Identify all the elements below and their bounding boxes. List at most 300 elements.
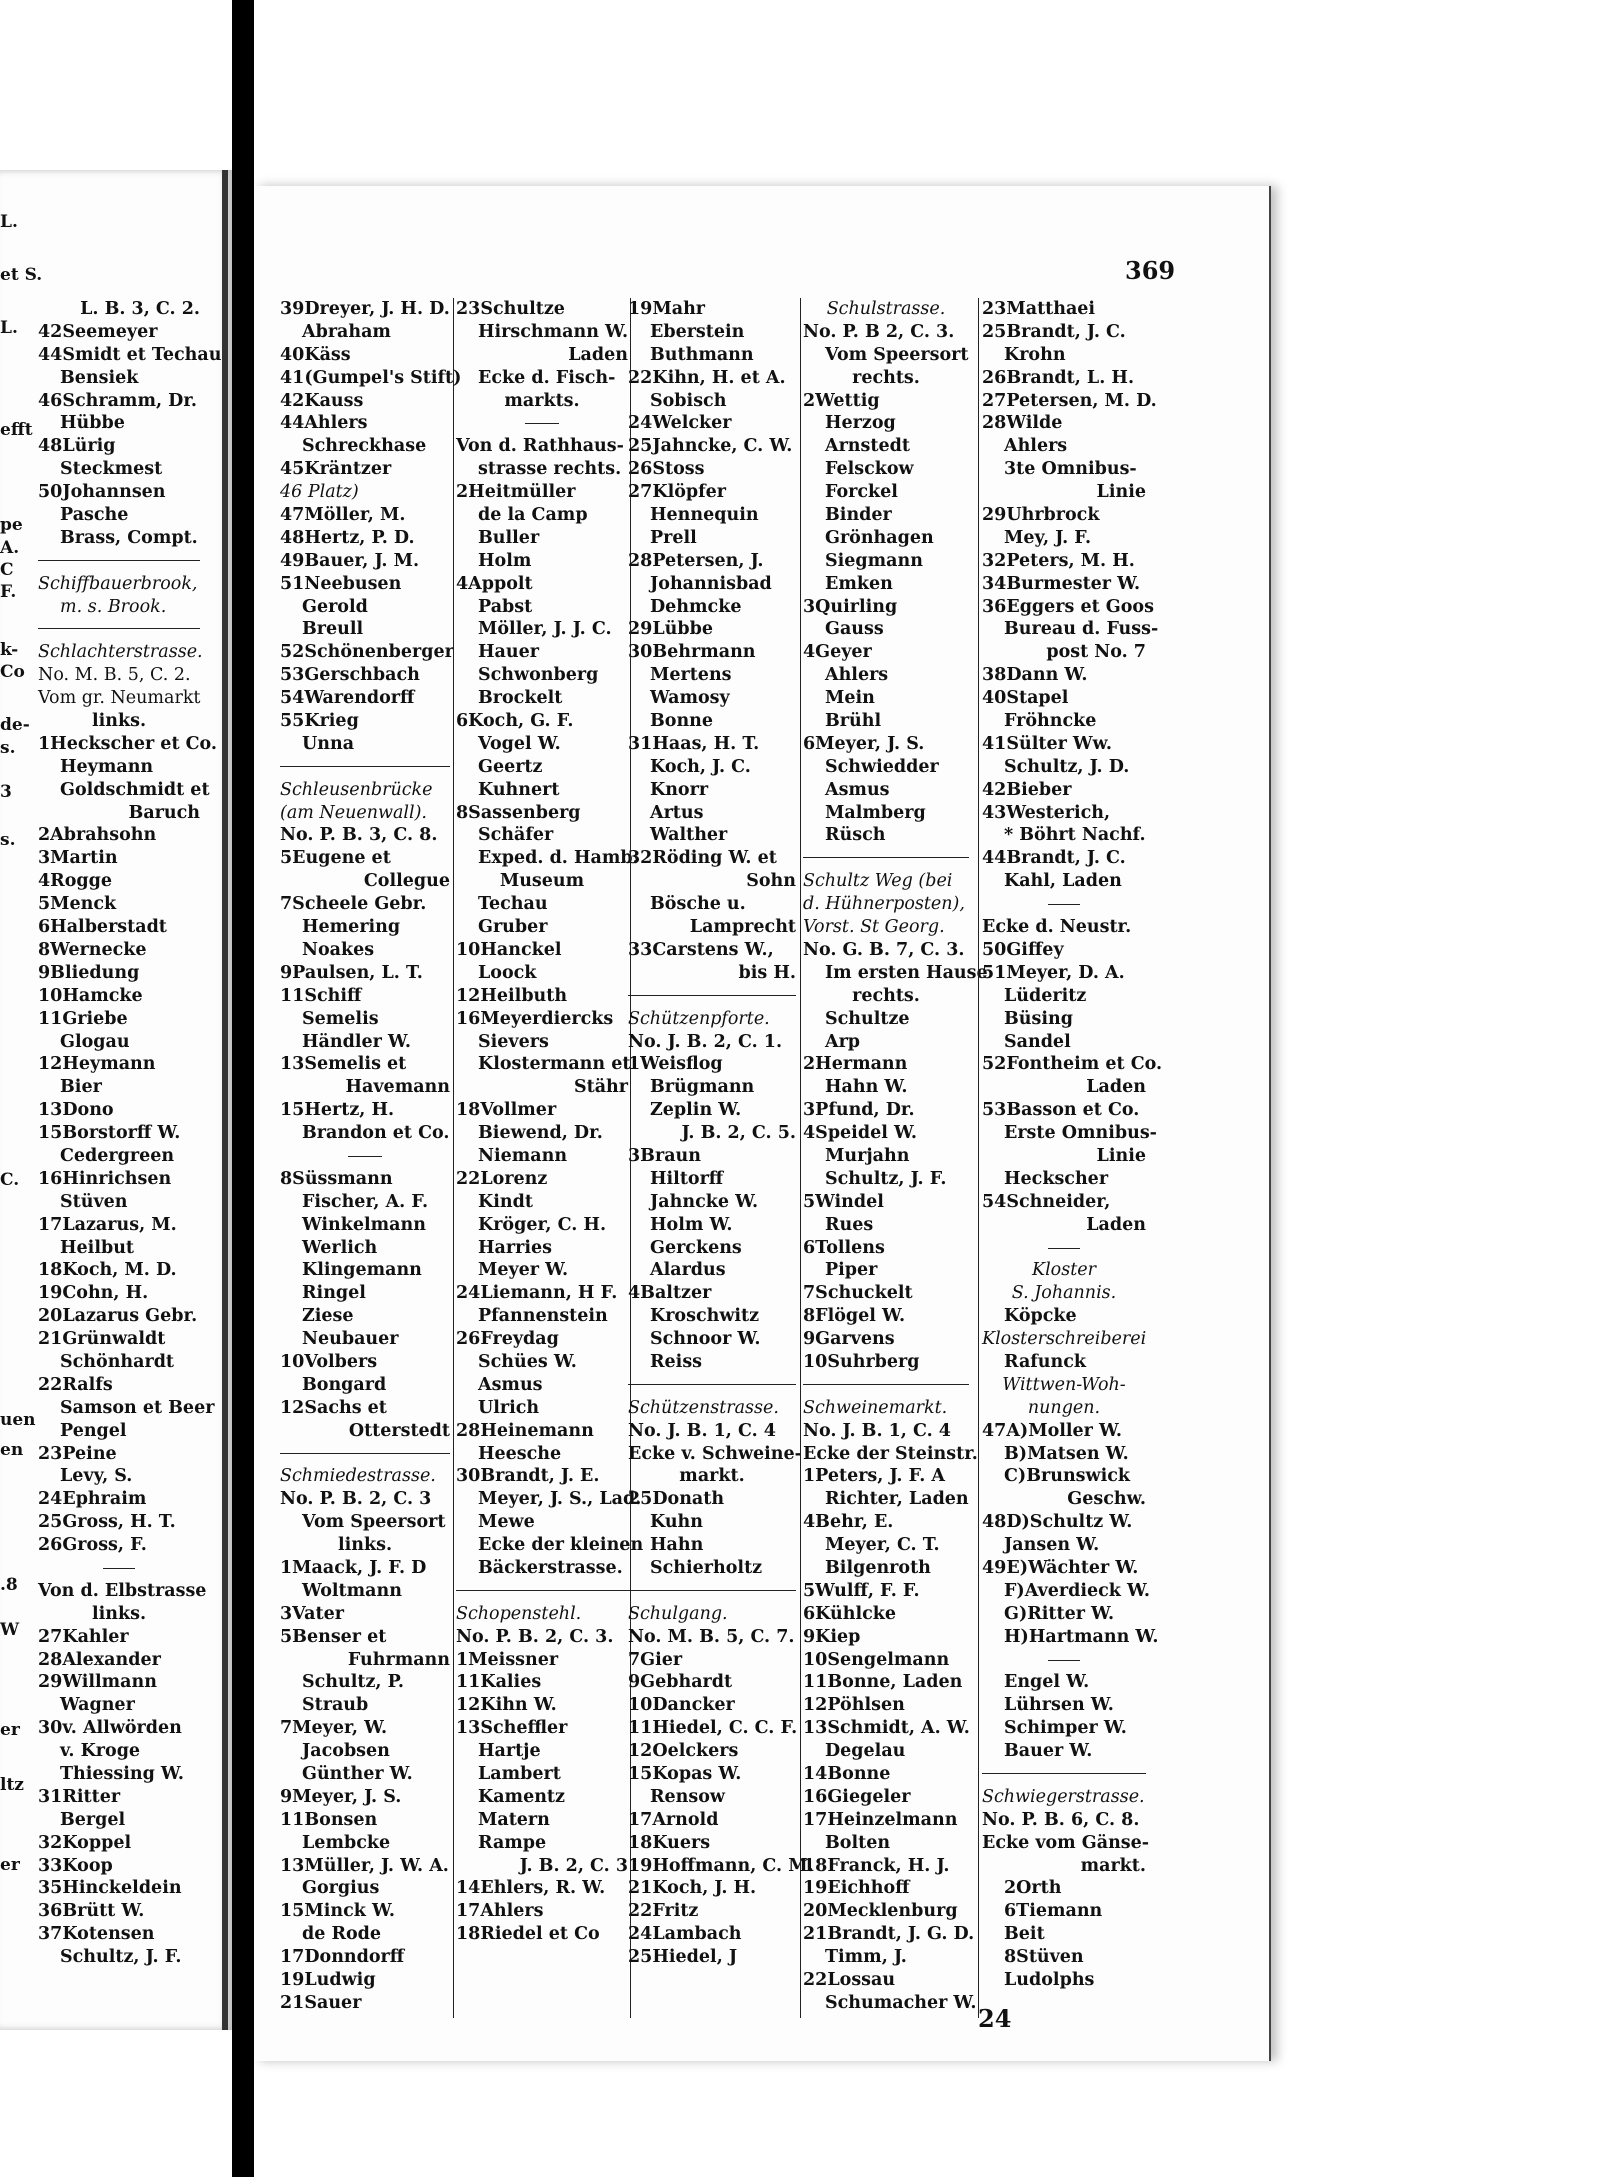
directory-entry: 12Oelckers <box>628 1741 739 1762</box>
directory-entry: Asmus <box>825 779 890 800</box>
directory-entry: 13Schmidt, A. W. <box>803 1718 970 1739</box>
directory-entry: Hahn <box>650 1535 704 1556</box>
directory-entry: Mewe <box>478 1512 535 1533</box>
directory-entry: 4Geyer <box>803 642 872 663</box>
directory-entry: 1Heckscher et Co. <box>38 733 217 754</box>
directory-entry: Glogau <box>60 1031 130 1052</box>
directory-entry: 51Meyer, D. A. <box>982 962 1125 983</box>
directory-entry: Sandel <box>1004 1031 1071 1052</box>
directory-entry: rechts. <box>852 367 920 388</box>
directory-entry: 17Heinzelmann <box>803 1809 958 1830</box>
directory-entry: 12Heymann <box>38 1054 156 1075</box>
directory-entry: 35Hinckeldein <box>38 1878 182 1899</box>
directory-entry: Hahn W. <box>825 1077 908 1098</box>
directory-entry: 13Dono <box>38 1100 114 1121</box>
directory-entry: C)Brunswick <box>1004 1466 1131 1487</box>
directory-entry: Piper <box>825 1260 878 1281</box>
directory-entry: Laden <box>1086 1077 1146 1098</box>
directory-entry: 8Stüven <box>1004 1947 1084 1968</box>
directory-entry: 24Ephraim <box>38 1489 147 1510</box>
directory-entry: 28Alexander <box>38 1649 161 1670</box>
directory-entry: Sievers <box>478 1031 549 1052</box>
directory-entry: Holm W. <box>650 1214 733 1235</box>
directory-entry: Breull <box>302 619 364 640</box>
directory-entry: Sohn <box>746 871 796 892</box>
directory-entry: 10Hanckel <box>456 939 562 960</box>
directory-entry: Lüderitz <box>1004 985 1087 1006</box>
directory-entry: 30v. Allwörden <box>38 1718 182 1739</box>
directory-entry: Werlich <box>302 1237 378 1258</box>
directory-entry: Klostermann et <box>478 1054 631 1075</box>
directory-entry: 32Koppel <box>38 1832 132 1853</box>
directory-entry: Schwonberg <box>478 665 599 686</box>
cut-off-text: C. <box>0 1170 20 1190</box>
directory-entry: No. P. B. 2, C. 3 <box>280 1489 432 1510</box>
directory-entry: Heymann <box>60 756 154 777</box>
directory-entry: 29Uhrbrock <box>982 505 1100 526</box>
directory-entry: Binder <box>825 505 892 526</box>
directory-entry: Bongard <box>302 1374 387 1395</box>
directory-entry: 6Meyer, J. S. <box>803 733 925 754</box>
left-page <box>0 170 232 2030</box>
directory-entry: Grönhagen <box>825 527 934 548</box>
cut-off-text: et S. <box>0 265 43 285</box>
directory-entry: 13Scheffler <box>456 1718 568 1739</box>
directory-entry: Rafunck <box>1004 1351 1087 1372</box>
directory-entry: 27Petersen, M. D. <box>982 390 1157 411</box>
directory-entry: 19Hoffmann, C. M. <box>628 1855 814 1876</box>
street-heading: Schleusenbrücke <box>280 779 433 800</box>
directory-entry: 19Cohn, H. <box>38 1283 149 1304</box>
directory-entry: Linie <box>1096 1145 1146 1166</box>
directory-entry: 17Ahlers <box>456 1901 544 1922</box>
directory-entry: markt. <box>679 1466 745 1487</box>
directory-entry: 9Gebhardt <box>628 1672 733 1693</box>
directory-entry: Schultz, P. <box>302 1672 404 1693</box>
section-rule <box>982 893 1146 916</box>
directory-entry: Matern <box>478 1809 550 1830</box>
directory-entry: 2Heitmüller <box>456 482 576 503</box>
directory-entry: Brandon et Co. <box>302 1123 450 1144</box>
directory-entry: Günther W. <box>302 1764 413 1784</box>
directory-entry: Pabst <box>478 596 533 617</box>
directory-entry: Bilgenroth <box>825 1557 931 1578</box>
directory-entry: 24Liemann, H F. <box>456 1283 618 1304</box>
directory-entry: 15Minck W. <box>280 1901 395 1922</box>
directory-entry: Knorr <box>650 779 709 800</box>
directory-entry: links. <box>91 1603 147 1624</box>
directory-entry: 33Carstens W., <box>628 939 774 960</box>
directory-entry: Arp <box>825 1031 861 1052</box>
directory-entry: 32Peters, M. H. <box>982 550 1135 571</box>
section-rule <box>280 756 450 779</box>
directory-entry: Ecke d. Neustr. <box>982 917 1132 938</box>
directory-entry: Bensiek <box>60 367 139 388</box>
directory-entry: Arnstedt <box>825 436 910 457</box>
directory-entry: 31Ritter <box>38 1786 121 1807</box>
directory-entry: Johannisbad <box>650 573 772 594</box>
directory-entry: Im ersten Hause <box>825 962 988 983</box>
directory-entry: Büsing <box>1004 1008 1073 1029</box>
directory-entry: Meyer W. <box>478 1260 569 1281</box>
directory-entry: Ahlers <box>825 665 889 686</box>
directory-entry: Bonne <box>650 711 714 732</box>
directory-entry: Collegue <box>363 871 450 892</box>
directory-entry: 4Baltzer <box>628 1283 712 1304</box>
section-rule <box>628 1580 796 1603</box>
directory-entry: 26Gross, F. <box>38 1535 147 1556</box>
street-heading: Schultz Weg (bei <box>803 871 953 892</box>
directory-entry: Bier <box>60 1077 102 1098</box>
directory-entry: de la Camp <box>478 505 588 526</box>
directory-entry: Mertens <box>650 665 732 686</box>
directory-entry: Jacobsen <box>302 1741 390 1762</box>
directory-entry: Abraham <box>302 321 391 342</box>
directory-entry: 3Braun <box>628 1145 701 1166</box>
directory-entry: 22Kihn, H. et A. <box>628 367 786 388</box>
directory-entry: Schultz, J. F. <box>60 1947 182 1968</box>
directory-entry: 25Hiedel, J <box>628 1947 738 1968</box>
directory-entry: Bergel <box>60 1809 126 1830</box>
directory-entry: 7Gier <box>628 1649 683 1670</box>
street-heading: (am Neuenwall). <box>280 802 427 823</box>
section-rule <box>280 1443 450 1466</box>
directory-entry: 48D)Schultz W. <box>982 1512 1133 1533</box>
section-rule <box>38 1557 200 1580</box>
directory-entry: Woltmann <box>302 1580 402 1601</box>
directory-entry: 3te Omnibus- <box>1004 459 1137 480</box>
street-heading: nungen. <box>1027 1397 1101 1418</box>
directory-entry: Timm, J. <box>825 1947 907 1968</box>
directory-entry: 16Hinrichsen <box>38 1168 172 1189</box>
directory-entry: 40Käss <box>280 344 351 365</box>
directory-entry: Heckscher <box>1004 1168 1109 1189</box>
directory-entry: 11Bonne, Laden <box>803 1672 963 1693</box>
street-heading: m. s. Brook. <box>60 596 167 617</box>
directory-entry: Forckel <box>825 482 898 503</box>
directory-entry: Zeplin W. <box>650 1100 742 1121</box>
directory-entry: Prell <box>650 527 697 548</box>
directory-entry: Alardus <box>650 1260 726 1281</box>
directory-entry: Exped. d. Hamb. <box>478 848 639 869</box>
directory-entry: Stähr <box>573 1077 628 1098</box>
cut-off-text: pe <box>0 515 23 535</box>
directory-entry: Steckmest <box>60 459 163 480</box>
directory-entry: 18Kuers <box>628 1832 711 1853</box>
directory-entry: links. <box>337 1535 393 1556</box>
directory-entry: 3Vater <box>280 1603 344 1624</box>
directory-entry: Samson et Beer <box>60 1397 215 1418</box>
directory-entry: 2Hermann <box>803 1054 908 1075</box>
directory-entry: Sobisch <box>650 390 727 411</box>
directory-entry: Gauss <box>825 619 884 640</box>
street-heading: Schlachterstrasse. <box>38 642 203 663</box>
directory-entry: 6Tollens <box>803 1237 885 1258</box>
directory-entry: 9Garvens <box>803 1329 895 1350</box>
directory-entry: 14Bonne <box>803 1764 891 1784</box>
directory-entry: Havemann <box>345 1077 450 1098</box>
directory-entry: 18Koch, M. D. <box>38 1260 177 1281</box>
cut-off-text: Co <box>0 662 25 682</box>
directory-entry: Hauer <box>478 642 539 663</box>
directory-entry: G)Ritter W. <box>1004 1603 1115 1624</box>
directory-entry: 47Möller, M. <box>280 505 406 526</box>
column-divider <box>453 298 454 2018</box>
directory-entry: 21Sauer <box>280 1992 362 2013</box>
directory-entry: Buthmann <box>650 344 754 365</box>
directory-entry: 25Brandt, J. C. <box>982 321 1126 342</box>
directory-entry: Ahlers <box>1004 436 1068 457</box>
directory-entry: No. P. B. 6, C. 8. <box>982 1809 1140 1830</box>
directory-entry: 33Koop <box>38 1855 113 1876</box>
directory-entry: 23Schultze <box>456 299 565 319</box>
directory-entry: Heesche <box>478 1443 562 1464</box>
directory-entry: Thiessing W. <box>60 1764 184 1784</box>
directory-entry: 26Brandt, L. H. <box>982 367 1135 388</box>
directory-entry: 34Burmester W. <box>982 573 1141 594</box>
directory-entry: J. B. 2, C. 3 <box>519 1855 628 1876</box>
directory-entry: Schultze <box>825 1008 910 1029</box>
directory-entry: Mey, J. F. <box>1004 527 1092 548</box>
directory-entry: 43Westerich, <box>982 802 1111 823</box>
directory-entry: 14Ehlers, R. W. <box>456 1878 606 1899</box>
directory-entry: Rüsch <box>825 825 886 846</box>
directory-entry: 44Smidt et Techau <box>38 344 222 365</box>
directory-entry: 1Meissner <box>456 1649 559 1670</box>
directory-entry: 2Orth <box>1004 1878 1062 1899</box>
directory-entry: 28Heinemann <box>456 1420 594 1441</box>
book-gutter <box>232 0 254 2177</box>
directory-entry: 10Volbers <box>280 1351 378 1372</box>
directory-entry: Rensow <box>650 1786 725 1807</box>
directory-entry: 3Pfund, Dr. <box>803 1100 915 1121</box>
directory-column-1 <box>280 298 462 2015</box>
directory-entry: 44Brandt, J. C. <box>982 848 1126 869</box>
directory-entry: 12Sachs et <box>280 1397 387 1418</box>
directory-entry: 55Krieg <box>280 711 359 732</box>
street-heading: d. Hühnerposten), <box>803 894 965 915</box>
directory-entry: F)Averdieck W. <box>1004 1580 1151 1601</box>
directory-entry: Lembcke <box>302 1832 391 1853</box>
directory-entry: No. P. B 2, C. 3. <box>803 321 955 342</box>
cut-off-text: er <box>0 1855 20 1875</box>
directory-entry: Lamprecht <box>689 917 796 938</box>
directory-entry: 22Ralfs <box>38 1374 113 1395</box>
directory-entry: Walther <box>650 825 728 846</box>
directory-entry: 39Dreyer, J. H. D. <box>280 299 450 319</box>
directory-entry: 5Benser et <box>280 1626 387 1647</box>
directory-entry: 9Meyer, J. S. <box>280 1786 402 1807</box>
directory-entry: Ringel <box>302 1283 366 1304</box>
directory-entry: 26Stoss <box>628 459 705 480</box>
directory-entry: 7Meyer, W. <box>280 1718 388 1739</box>
directory-entry: 49Bauer, J. M. <box>280 550 420 571</box>
directory-entry: 41(Gumpel's Stift) <box>280 367 462 388</box>
directory-entry: Kroschwitz <box>650 1306 760 1327</box>
section-rule <box>982 1763 1146 1786</box>
directory-entry: 29Willmann <box>38 1672 157 1693</box>
directory-entry: 50Giffey <box>982 939 1064 960</box>
directory-entry: 15Hertz, H. <box>280 1100 395 1121</box>
directory-entry: 32Röding W. et <box>628 848 777 869</box>
sheet-signature: 24 <box>978 2004 1012 2033</box>
section-rule <box>982 1649 1146 1672</box>
directory-entry: 7Scheele Gebr. <box>280 894 427 915</box>
directory-entry: Bösche u. <box>650 894 746 915</box>
directory-entry: Unna <box>302 733 355 754</box>
directory-entry: 19Eichhoff <box>803 1878 910 1899</box>
directory-entry: Ziese <box>302 1306 354 1327</box>
directory-entry: Hennequin <box>650 505 759 526</box>
directory-entry: 8Sassenberg <box>456 802 581 823</box>
directory-entry: 5Windel <box>803 1191 884 1212</box>
directory-entry: Hartje <box>478 1741 541 1762</box>
directory-entry: Kröger, C. H. <box>478 1214 607 1235</box>
directory-entry: Lambert <box>478 1764 561 1784</box>
directory-entry: 19Mahr <box>628 299 706 319</box>
directory-entry: Fröhncke <box>1004 711 1097 732</box>
cut-off-text: efft <box>0 420 33 440</box>
directory-entry: Vogel W. <box>478 733 561 754</box>
directory-entry: Schierholtz <box>650 1557 763 1578</box>
directory-entry: 18Riedel et Co <box>456 1924 600 1945</box>
directory-entry: 18Vollmer <box>456 1100 557 1121</box>
directory-entry: 25Gross, H. T. <box>38 1512 176 1533</box>
directory-entry: 28Petersen, J. <box>628 550 764 571</box>
directory-entry: Ecke der kleinen <box>478 1535 644 1556</box>
directory-entry: 26Freydag <box>456 1329 559 1350</box>
directory-entry: Jansen W. <box>1004 1535 1100 1556</box>
directory-entry: 8Süssmann <box>280 1168 393 1189</box>
directory-entry: Niemann <box>478 1145 568 1166</box>
directory-entry: No. P. B. 3, C. 8. <box>280 825 438 846</box>
directory-entry: 52Fontheim et Co. <box>982 1054 1163 1075</box>
directory-entry: 17Lazarus, M. <box>38 1214 177 1235</box>
directory-entry: Schües W. <box>478 1351 577 1372</box>
directory-entry: Murjahn <box>825 1145 910 1166</box>
street-heading: S. Johannis. <box>1011 1283 1117 1304</box>
directory-entry: Pasche <box>60 505 129 526</box>
street-heading: Kloster <box>1032 1260 1096 1281</box>
directory-entry: 4Rogge <box>38 871 112 892</box>
directory-entry: 41Sülter Ww. <box>982 733 1112 754</box>
directory-entry: Hübbe <box>60 413 125 434</box>
directory-entry: 9Kiep <box>803 1626 861 1647</box>
directory-entry: rechts. <box>852 985 920 1006</box>
directory-column-4 <box>803 298 988 2015</box>
directory-entry: 51Neebusen <box>280 573 402 594</box>
directory-entry: bis H. <box>738 962 796 983</box>
section-rule <box>456 1580 628 1603</box>
directory-entry: Heilbut <box>60 1237 135 1258</box>
directory-entry: 17Donndorff <box>280 1947 405 1968</box>
directory-entry: 11Bonsen <box>280 1809 378 1830</box>
directory-entry: 15Kopas W. <box>628 1764 742 1784</box>
directory-entry: Gerckens <box>650 1237 742 1258</box>
directory-entry: 46Schramm, Dr. <box>38 390 198 411</box>
directory-entry: 1Maack, J. F. D <box>280 1557 427 1578</box>
directory-entry: Schimper W. <box>1004 1718 1127 1739</box>
directory-entry: No. G. B. 7, C. 3. <box>803 939 965 960</box>
directory-entry: Emken <box>825 573 893 594</box>
directory-entry: 22Lorenz <box>456 1168 548 1189</box>
directory-entry: Vom Speersort <box>825 344 969 365</box>
directory-entry: Schönhardt <box>60 1351 175 1372</box>
directory-entry: 10Dancker <box>628 1695 735 1716</box>
cut-off-text: k- <box>0 640 19 660</box>
directory-entry: Schultz, J. D. <box>1004 756 1130 777</box>
directory-entry: 52Schönenberger <box>280 642 454 663</box>
directory-entry: de Rode <box>302 1924 382 1945</box>
directory-entry: Schwiedder <box>825 756 939 777</box>
directory-entry: 22Lossau <box>803 1970 896 1991</box>
cut-off-text: ltz <box>0 1775 24 1795</box>
directory-entry: 19Ludwig <box>280 1970 376 1991</box>
directory-entry: Dehmcke <box>650 596 742 617</box>
directory-entry: Brass, Compt. <box>60 527 198 548</box>
directory-entry: H)Hartmann W. <box>1004 1626 1159 1647</box>
directory-entry: Laden <box>1086 1214 1146 1235</box>
directory-entry: Neubauer <box>302 1329 399 1350</box>
column-divider <box>978 298 979 2018</box>
directory-entry: 54Warendorff <box>280 688 415 709</box>
directory-entry: Schultz, J. F. <box>825 1168 947 1189</box>
directory-entry: 20Mecklenburg <box>803 1901 958 1922</box>
directory-entry: Brügmann <box>650 1077 755 1098</box>
cut-off-text: A. <box>0 538 20 558</box>
directory-entry: 10Hamcke <box>38 985 143 1006</box>
directory-entry: Lührsen W. <box>1004 1695 1114 1716</box>
directory-entry: 10Suhrberg <box>803 1351 920 1372</box>
directory-entry: 28Wilde <box>982 413 1063 434</box>
directory-entry: 2Wettig <box>803 390 880 411</box>
directory-entry: Straub <box>302 1695 369 1716</box>
directory-entry: 48Hertz, P. D. <box>280 527 415 548</box>
directory-entry: 42Seemeyer <box>38 321 158 342</box>
directory-entry: 4Behr, E. <box>803 1512 894 1533</box>
directory-entry: Reiss <box>650 1351 703 1372</box>
directory-entry: 6Kühlcke <box>803 1603 897 1624</box>
street-heading: Schiffbauerbrook, <box>38 573 198 594</box>
directory-entry: Kuhn <box>650 1512 703 1533</box>
directory-entry: Krohn <box>1004 344 1066 365</box>
section-rule <box>628 985 796 1008</box>
directory-entry: Hirschmann W. <box>478 321 629 342</box>
cut-off-text: L. <box>0 212 18 232</box>
directory-entry: markt. <box>1080 1855 1146 1876</box>
directory-entry: 36Eggers et Goos <box>982 596 1154 617</box>
directory-entry: J. B. 2, C. 5. <box>681 1123 796 1144</box>
directory-entry: 36Brütt W. <box>38 1901 145 1922</box>
directory-entry: No. J. B. 2, C. 1. <box>628 1031 783 1052</box>
directory-entry: 53Basson et Co. <box>982 1100 1140 1121</box>
directory-entry: No. J. B. 1, C. 4 <box>803 1420 951 1441</box>
directory-entry: 11Schiff <box>280 985 362 1006</box>
street-heading: Schweinemarkt. <box>803 1397 948 1418</box>
directory-entry: Mein <box>825 688 875 709</box>
directory-entry: Meyer, J. S., Lad. <box>478 1489 642 1510</box>
directory-entry: Erste Omnibus- <box>1004 1123 1157 1144</box>
directory-entry: 24Lambach <box>628 1924 742 1945</box>
directory-entry: Schnoor W. <box>650 1329 761 1350</box>
directory-entry: 3Martin <box>38 848 118 869</box>
directory-entry: Koch, J. C. <box>650 756 751 777</box>
directory-entry: Loock <box>478 962 537 983</box>
directory-entry: 15Borstorff W. <box>38 1123 181 1144</box>
directory-entry: No. M. B. 5, C. 2. <box>38 665 191 686</box>
directory-entry: Holm <box>478 550 532 571</box>
directory-entry: 3Quirling <box>803 596 898 617</box>
